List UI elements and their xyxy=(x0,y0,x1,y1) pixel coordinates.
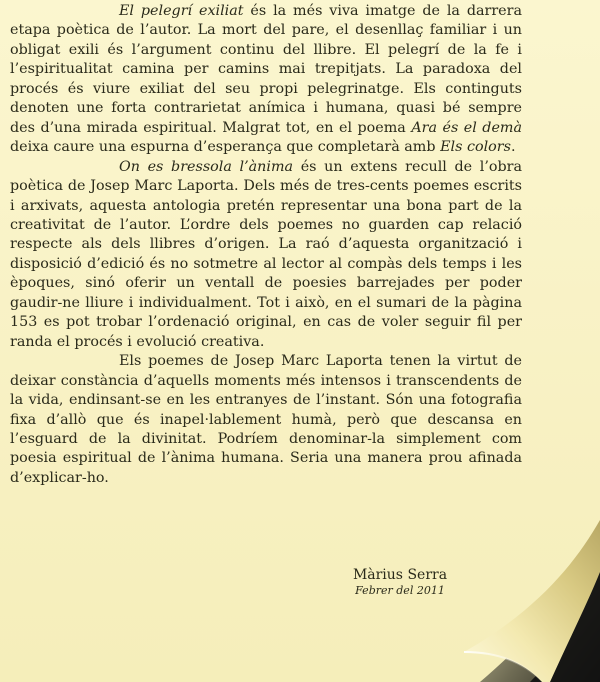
paragraph-2 xyxy=(10,158,522,353)
signature-date: Febrer del 2011 xyxy=(355,584,445,597)
book-title-pelegri: El pelegrí exiliat xyxy=(119,3,244,19)
paragraph-1 xyxy=(10,2,522,158)
paragraph-1-text-2: deixa caure una espurna d’esperança que completarà amb xyxy=(10,139,441,156)
poem-title-ara: Ara és el demà xyxy=(411,119,523,136)
paragraph-3-text: Els poemes de Josep Marc Laporta tenen la virtut de deixar constància d’aquells moments més intensos i transcendents de la vida, endinsant-se en les entranyes de l’instant. Són una fotografia fixa d’allò que és inapel·lablement humà, però que descansa en l’esguard de la divinitat. Podríem denominar-la simplement com poesia espiritual de l’ànima humana. Seria una manera prou afinada d’explicar-ho. xyxy=(10,353,522,486)
paragraph-1-text-3: . xyxy=(510,139,516,156)
signature-name: Màrius Serra xyxy=(352,567,448,583)
paragraph-1-text: és la més viva imatge de la darrera etapa poètica de l’autor. La mort del pare, el desenllaç familiar i un obligat exili és l’argument continu del llibre. El pelegrí de la fe i l’espiritualitat camina per camins mai trepitjats. La paradoxa del procés és viure exiliat del seu propi pelegrinatge. Els continguts denoten une forta contrarietat anímica i humana, quasi bé sempre des d’una mirada espiritual. Malgrat tot, en el poema xyxy=(10,3,522,136)
poem-title-colors: Els colors xyxy=(440,139,511,156)
paragraph-2-text: és un extens recull de l’obra poètica de Josep Marc Laporta. Dels més de tres-cents poemes escrits i arxivats, aquesta antologia pretén representar una bona part de la creativitat de l’autor. L’ordre dels poemes no guarden cap relació respecte als dels llibres d’origen. La raó d’aquesta organització i disposició d’edició és no sotmetre al lector al compàs dels temps i les èpoques, sinó oferir un ventall de poesies barrejades per poder gaudir-ne lliure i individualment. Tot i això, en el sumari de la pàgina 153 es pot trobar l’ordenació original, en cas de voler seguir fil per randa el procés i evolució creativa. xyxy=(10,158,523,350)
page-curl-decoration xyxy=(400,502,600,682)
paragraph-3 xyxy=(10,352,522,488)
book-title-bressola: On es bressola l’ànima xyxy=(119,158,294,175)
text-body xyxy=(10,2,522,488)
